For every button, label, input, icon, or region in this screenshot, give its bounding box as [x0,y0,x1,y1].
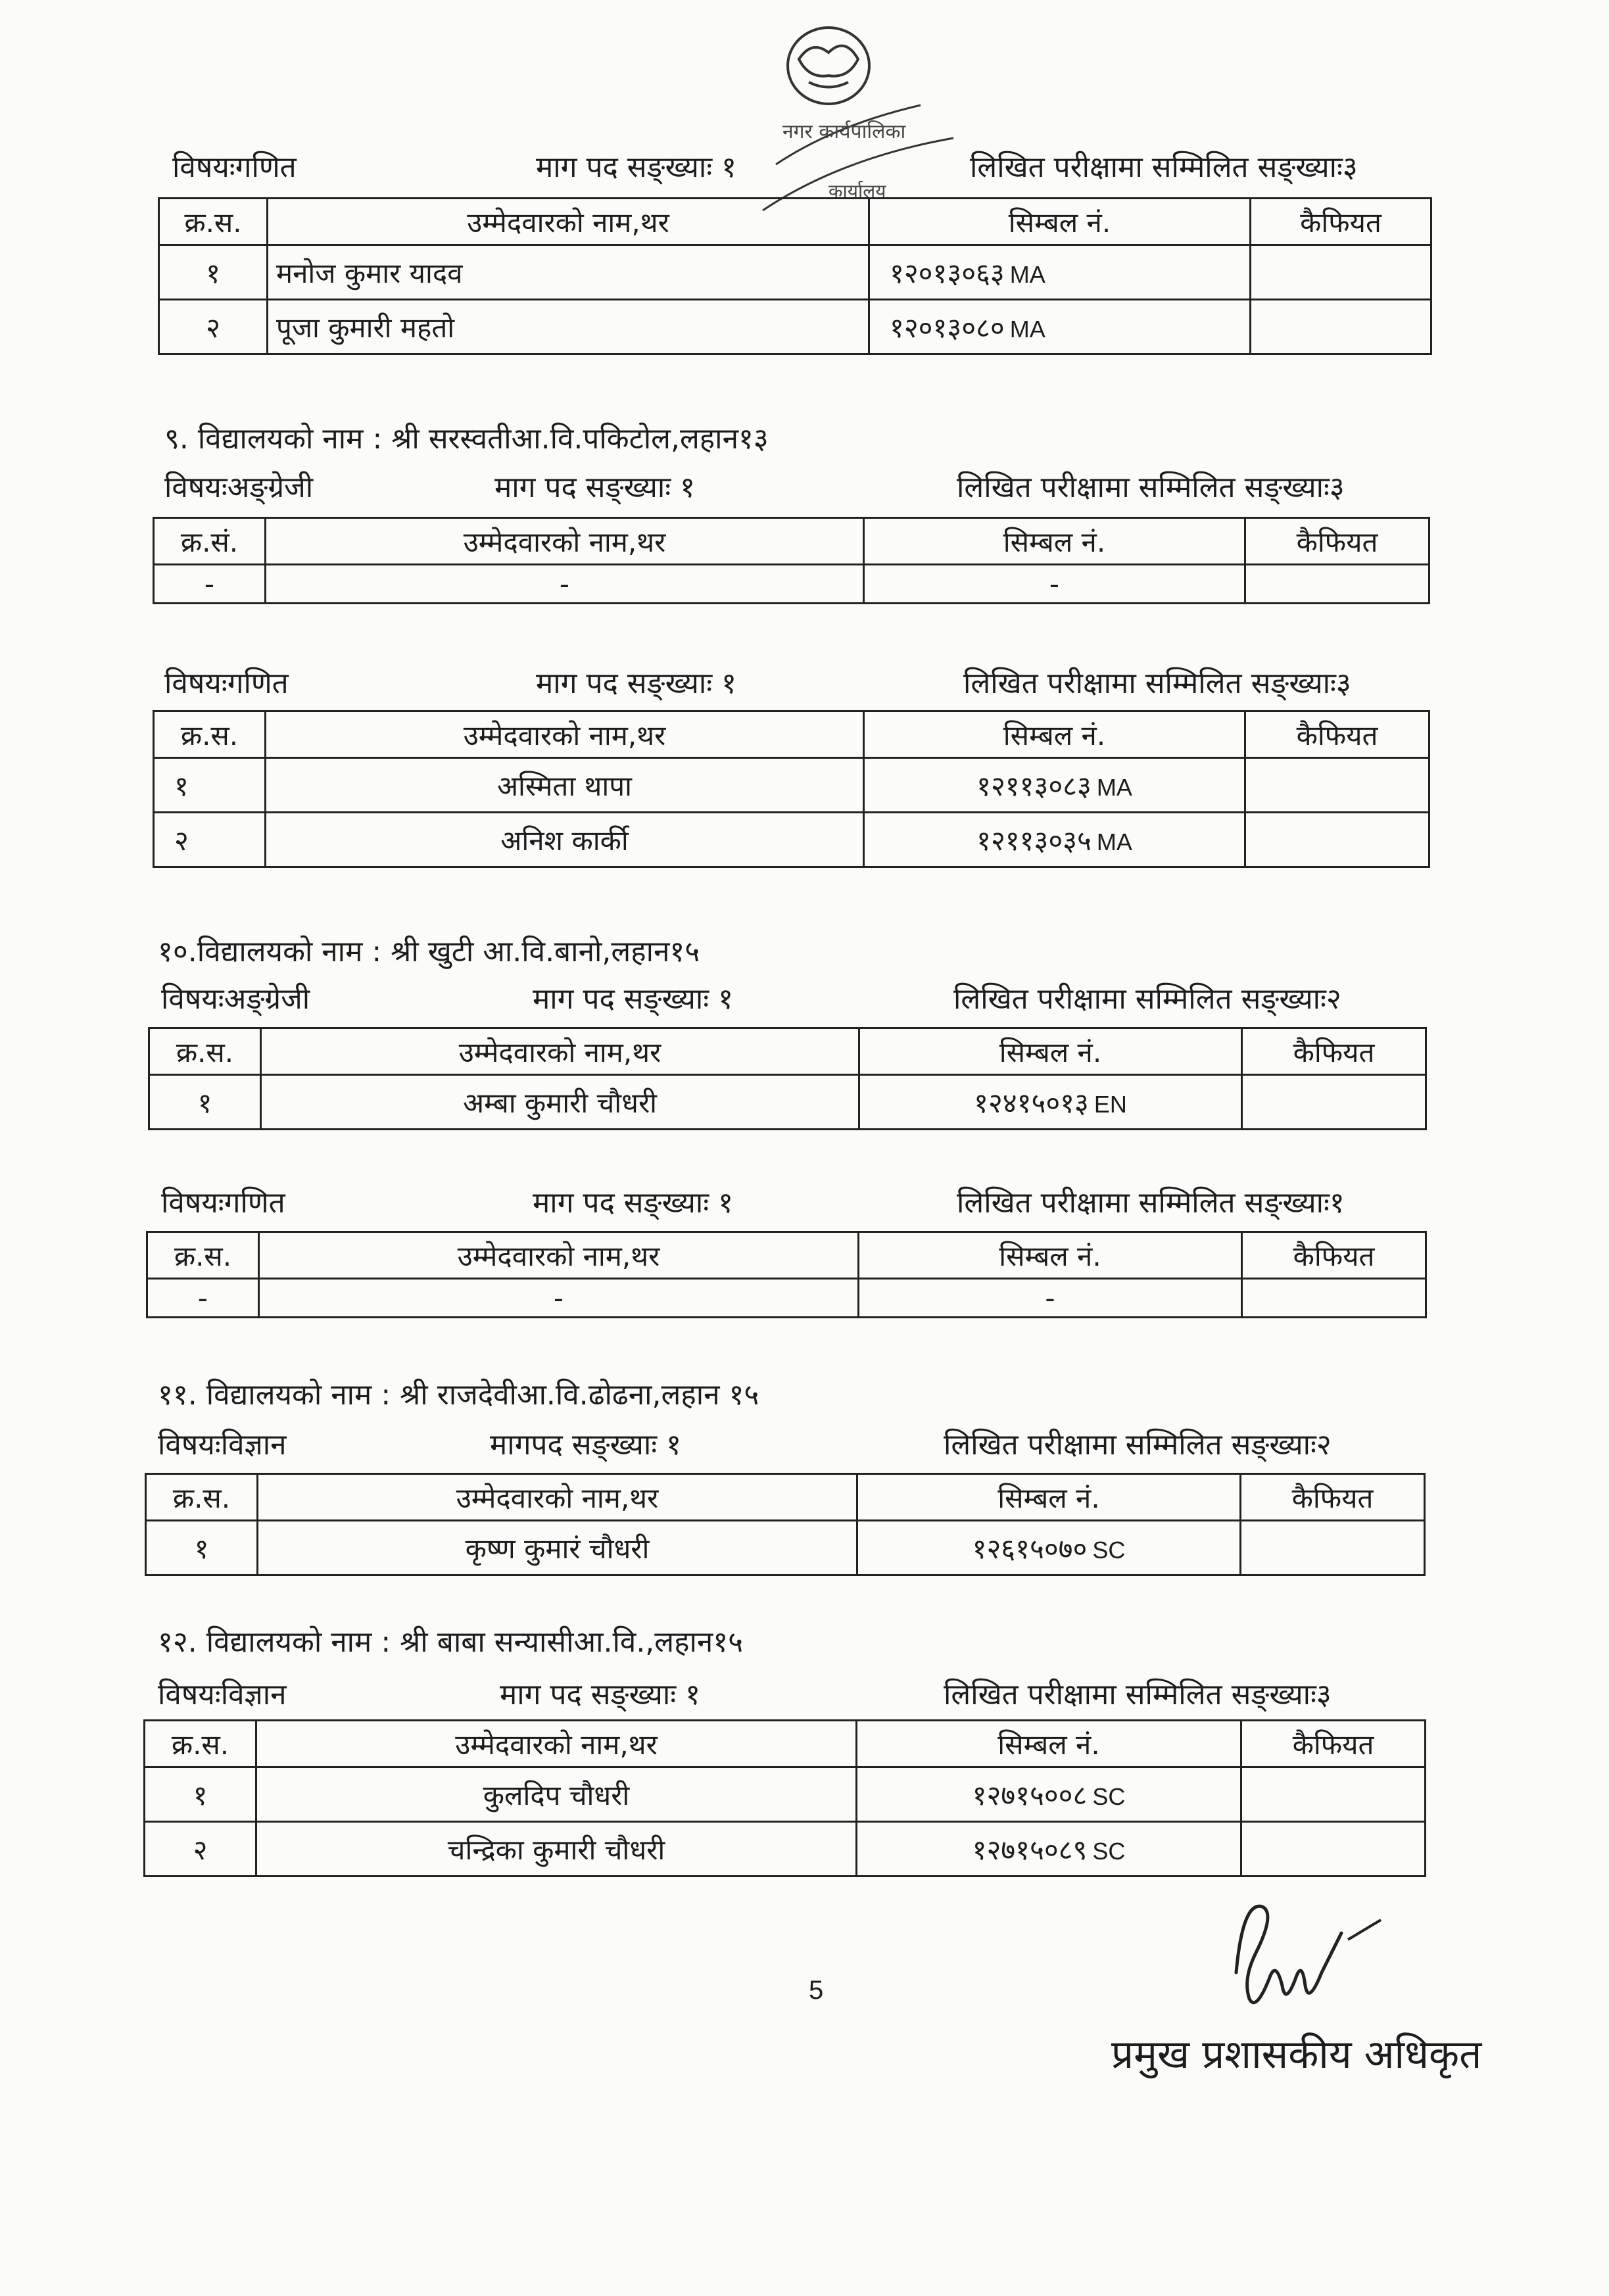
symbol-number: १२६१५०७० [972,1532,1088,1565]
cell-sn: १ [145,1767,256,1822]
subject-label: विषयःअङ्ग्रेजी [161,982,310,1016]
header-remarks: कैफियत [1242,1028,1426,1075]
section-meta [0,468,1609,508]
header-name: उम्मेदवारको नाम,थर [259,1232,859,1279]
symbol-number: १२०१३०६३ [890,256,1005,289]
cell-sn: १ [149,1075,261,1130]
symbol-number: १२७१५०८९ [972,1833,1088,1866]
candidate-table [145,1473,1426,1576]
header-remarks: कैफियत [1241,1474,1425,1521]
table-header-row [154,711,1429,758]
written-count-label: लिखित परीक्षामा सम्मिलित सङ्ख्याः३ [970,151,1358,184]
symbol-code: MA [1096,773,1132,801]
table-row [147,1279,1426,1318]
cell-symbol [857,1767,1241,1822]
header-symbol: सिम्बल नं. [859,1232,1242,1279]
cell-symbol [857,1822,1241,1877]
cell-remarks [1251,245,1431,300]
posts-label: माग पद सङ्ख्याः १ [536,667,736,700]
symbol-code: MA [1096,828,1132,855]
table-header-row [146,1474,1425,1521]
candidate-table [143,1719,1426,1877]
cell-sn: १ [154,758,266,813]
symbol-code: SC [1092,1536,1126,1564]
table-row [149,1075,1426,1130]
written-count-label: लिखित परीक्षामा सम्मिलित सङ्ख्याः३ [963,667,1351,700]
header-sn: क्र.स. [147,1232,259,1279]
table-header-row [147,1232,1426,1279]
cell-remarks [1241,1767,1426,1822]
header-sn: क्र.स. [154,711,266,758]
header-name: उम्मेदवारको नाम,थर [256,1721,857,1767]
symbol-code: SC [1092,1837,1126,1865]
table-row [154,565,1429,604]
school-title: १२. विद्यालयको नाम : श्री बाबा सन्यासीआ.वि.,लहान१५ [158,1625,744,1659]
table-header-row [154,518,1429,565]
cell-sn: - [154,565,266,604]
subject-label: विषयःअङ्ग्रेजी [164,471,314,504]
cell-name: मनोज कुमार यादव [268,245,869,300]
header-symbol: सिम्बल नं. [857,1721,1241,1767]
signature-title: प्रमुख प्रशासकीय अधिकृत [1111,2032,1482,2078]
posts-label: माग पद सङ्ख्याः १ [533,982,733,1016]
section-meta [0,1675,1609,1715]
table-header-row [159,199,1431,245]
cell-symbol [869,300,1251,354]
table-row [145,1767,1426,1822]
header-remarks: कैफियत [1241,1721,1426,1767]
cell-symbol [857,1521,1241,1575]
symbol-code: SC [1092,1782,1126,1810]
header-symbol: सिम्बल नं. [864,518,1245,565]
cell-name: कुलदिप चौधरी [256,1767,857,1822]
signature [1223,1894,1407,2025]
written-count-label: लिखित परीक्षामा सम्मिलित सङ्ख्याः१ [957,1186,1345,1220]
cell-remarks [1242,1279,1426,1318]
subject-label: विषयःगणित [164,667,289,700]
symbol-code: MA [1009,260,1045,288]
page-number: 5 [809,1976,824,2005]
header-sn: क्र.स. [146,1474,258,1521]
cell-sn: - [147,1279,259,1318]
cell-remarks [1245,758,1429,813]
cell-symbol [869,245,1251,300]
table-row [154,813,1429,867]
cell-name: अस्मिता थापा [266,758,864,813]
posts-label: माग पद सङ्ख्याः १ [536,151,736,184]
cell-name: पूजा कुमारी महतो [268,300,869,354]
cell-symbol [864,758,1245,813]
table-row [145,1822,1426,1877]
candidate-table [146,1231,1427,1318]
symbol-code: MA [1009,315,1045,343]
symbol-number: १२४१५०१३ [974,1086,1089,1119]
table-row [146,1521,1425,1575]
subject-label: विषयःगणित [172,151,297,184]
symbol-number: १२११३०८३ [976,769,1092,802]
table-header-row [145,1721,1426,1767]
table-row [159,300,1431,354]
cell-name: - [266,565,864,604]
candidate-table [153,710,1430,868]
header-remarks: कैफियत [1245,518,1429,565]
header-sn: क्र.स. [149,1028,261,1075]
header-symbol: सिम्बल नं. [864,711,1245,758]
section-meta [0,980,1609,1019]
header-remarks: कैफियत [1245,711,1429,758]
cell-sn: १ [159,245,268,300]
header-sn: क्र.सं. [154,518,266,565]
cell-sn: १ [146,1521,258,1575]
cell-name: कृष्ण कुमारं चौधरी [258,1521,857,1575]
cell-remarks [1251,300,1431,354]
header-name: उम्मेदवारको नाम,थर [258,1474,857,1521]
section-meta [0,1184,1609,1223]
table-header-row [149,1028,1426,1075]
header-name: उम्मेदवारको नाम,थर [266,518,864,565]
header-sn: क्र.स. [159,199,268,245]
cell-name: चन्द्रिका कुमारी चौधरी [256,1822,857,1877]
header-name: उम्मेदवारको नाम,थर [261,1028,859,1075]
header-symbol: सिम्बल नं. [859,1028,1242,1075]
cell-name: - [259,1279,859,1318]
cell-symbol [859,1075,1242,1130]
header-symbol: सिम्बल नं. [857,1474,1241,1521]
section-meta [0,1425,1609,1465]
svg-text:नगर कार्यपालिका: नगर कार्यपालिका [782,120,906,143]
symbol-number: १२७१५००८ [972,1779,1088,1811]
school-title: १०.विद्यालयको नाम : श्री खुटी आ.वि.बानो,लहान१५ [158,935,700,969]
written-count-label: लिखित परीक्षामा सम्मिलित सङ्ख्याः२ [953,982,1341,1016]
candidate-table [158,197,1432,355]
cell-symbol [864,813,1245,867]
written-count-label: लिखित परीक्षामा सम्मिलित सङ्ख्याः२ [944,1428,1332,1462]
subject-label: विषयःविज्ञान [158,1678,287,1711]
school-title: ११. विद्यालयको नाम : श्री राजदेवीआ.वि.ढोढना,लहान १५ [158,1378,759,1412]
written-count-label: लिखित परीक्षामा सम्मिलित सङ्ख्याः३ [957,471,1345,504]
header-name: उम्मेदवारको नाम,थर [268,199,869,245]
table-row [154,758,1429,813]
cell-name: अनिश कार्की [266,813,864,867]
school-title: ९. विद्यालयको नाम : श्री सरस्वतीआ.वि.पकिटोल,लहान१३ [164,422,769,456]
cell-remarks [1245,565,1429,604]
cell-name: अम्बा कुमारी चौधरी [261,1075,859,1130]
header-remarks: कैफियत [1251,199,1431,245]
cell-remarks [1245,813,1429,867]
svg-text:कार्यालय: कार्यालय [829,180,886,202]
cell-symbol: - [864,565,1245,604]
symbol-number: १२०१३०८० [890,311,1005,344]
posts-label: माग पद सङ्ख्याः १ [533,1186,733,1220]
section-meta [0,664,1609,704]
subject-label: विषयःगणित [161,1186,285,1220]
header-remarks: कैफियत [1242,1232,1426,1279]
written-count-label: लिखित परीक्षामा सम्मिलित सङ्ख्याः३ [944,1678,1332,1711]
header-name: उम्मेदवारको नाम,थर [266,711,864,758]
cell-symbol: - [859,1279,1242,1318]
header-sn: क्र.स. [145,1721,256,1767]
cell-remarks [1242,1075,1426,1130]
cell-sn: २ [154,813,266,867]
symbol-code: EN [1093,1090,1127,1118]
cell-sn: २ [159,300,268,354]
posts-label: मागपद सङ्ख्याः १ [490,1428,682,1462]
cell-remarks [1241,1521,1425,1575]
candidate-table [153,517,1430,604]
cell-remarks [1241,1822,1426,1877]
posts-label: माग पद सङ्ख्याः १ [494,471,695,504]
section-meta [0,148,1609,187]
symbol-number: १२११३०३५ [976,824,1092,857]
posts-label: माग पद सङ्ख्याः १ [500,1678,700,1711]
table-row [159,245,1431,300]
subject-label: विषयःविज्ञान [158,1428,287,1462]
header-symbol: सिम्बल नं. [869,199,1251,245]
candidate-table [148,1027,1427,1130]
cell-sn: २ [145,1822,256,1877]
